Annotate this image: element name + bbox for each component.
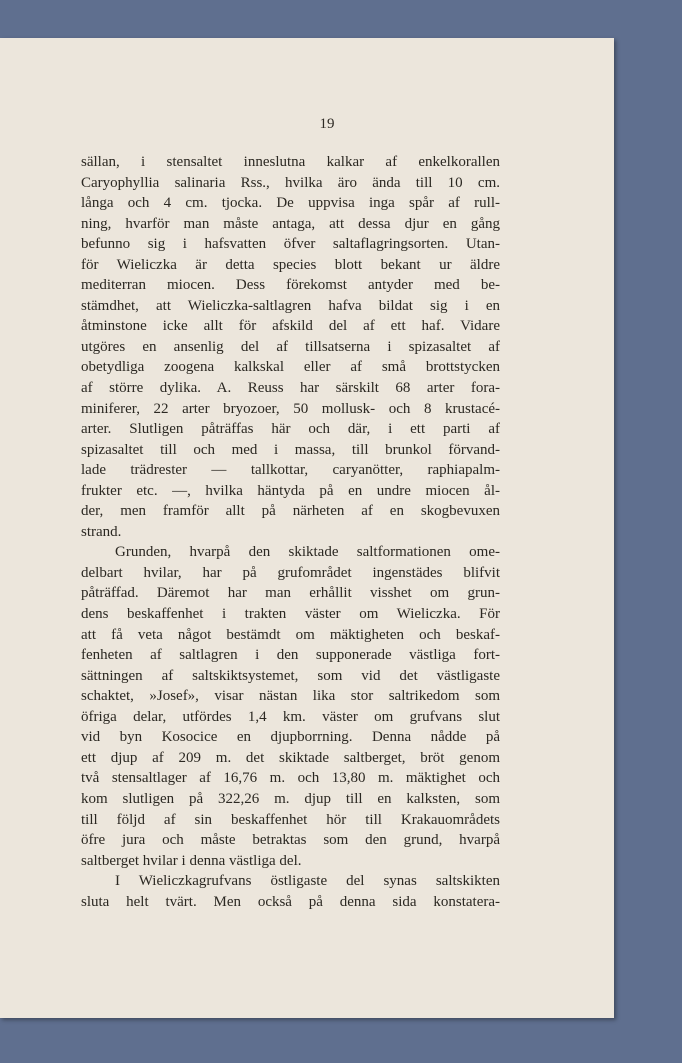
text-line: långa och 4 cm. tjocka. De uppvisa inga spår af rull- [81,195,500,212]
text-line: arter. Slutligen påträffas här och där, i ett parti af [81,421,500,438]
text-line: frukter etc. —, hvilka häntyda på en undre miocen ål- [81,482,500,499]
text-line: ett djup af 209 m. det skiktade saltberget, bröt genom [81,749,500,766]
text-line: påträffad. Däremot har man erhållit visshet om grun- [81,585,500,602]
text-line: saltberget hvilar i denna västliga del. [81,852,302,869]
text-line: fenheten af saltlagren i den supponerade västliga fort- [81,647,500,664]
text-line: två stensaltlager af 16,76 m. och 13,80 m. mäktighet och [81,770,500,787]
page-number: 19 [319,116,335,132]
text-line: delbart hvilar, har på grufområdet ingenstädes blifvit [81,564,500,581]
text-line: af större dylika. A. Reuss har särskilt 68 arter fora- [81,380,500,397]
text-line: sällan, i stensaltet inneslutna kalkar af enkelkorallen [81,154,500,170]
text-line: utgöres en ansenlig del af tillsatserna i spizasaltet af [81,338,500,355]
text-line: Caryophyllia salinaria Rss., hvilka äro ända till 10 cm. [81,174,500,191]
text-line: stämdhet, att Wieliczka-saltlagren hafva bildat sig i en [81,297,500,314]
body-text [81,152,500,912]
text-line: obetydliga zoogena kalkskal eller af små brottstycken [81,359,500,376]
text-line: vid byn Kosocice en djupborrning. Denna nådde på [81,729,500,746]
text-line: der, men framför allt på närheten af en skogbevuxen [81,503,500,520]
text-line: schaktet, »Josef», visar nästan lika stor saltrikedom som [81,688,500,705]
text-line: dens beskaffenhet i trakten väster om Wieliczka. För [81,606,500,623]
text-line: strand. [81,523,122,540]
text-line: spizasaltet till och med i massa, till brunkol förvand- [81,441,500,458]
text-line: Grunden, hvarpå den skiktade saltformationen ome- [115,544,500,561]
text-line: för Wieliczka är detta species blott bekant ur äldre [81,256,500,273]
text-line: mediterran miocen. Dess förekomst antyder med be- [81,277,500,294]
text-line: I Wieliczkagrufvans östligaste del synas saltskikten [115,873,500,890]
text-line: ning, hvarför man måste antaga, att dessa djur en gång [81,215,500,232]
text-line: sättningen af saltskiktsystemet, som vid det västligaste [81,667,500,684]
text-line: kom slutligen på 322,26 m. djup till en kalksten, som [81,790,500,807]
text-line: miniferer, 22 arter bryozoer, 50 mollusk- och 8 krustacé- [81,400,500,417]
text-line: lade trädrester — tallkottar, caryanötter, raphiapalm- [81,462,500,479]
text-line: att få veta något bestämdt om mäktigheten och beskaf- [81,626,500,643]
text-line: till följd af sin beskaffenhet hör till Krakauområdets [81,811,500,828]
text-line: öfriga delar, utfördes 1,4 km. väster om grufvans slut [81,708,500,725]
book-page [0,38,614,1018]
text-line: befunno sig i hafsvatten öfver saltaflagringsorten. Utan- [81,236,500,253]
text-line: sluta helt tvärt. Men också på denna sida konstatera- [81,893,500,910]
text-line: öfre jura och måste betraktas som den grund, hvarpå [81,832,500,849]
text-line: åtminstone icke allt för afskild del af ett haf. Vidare [81,318,500,335]
